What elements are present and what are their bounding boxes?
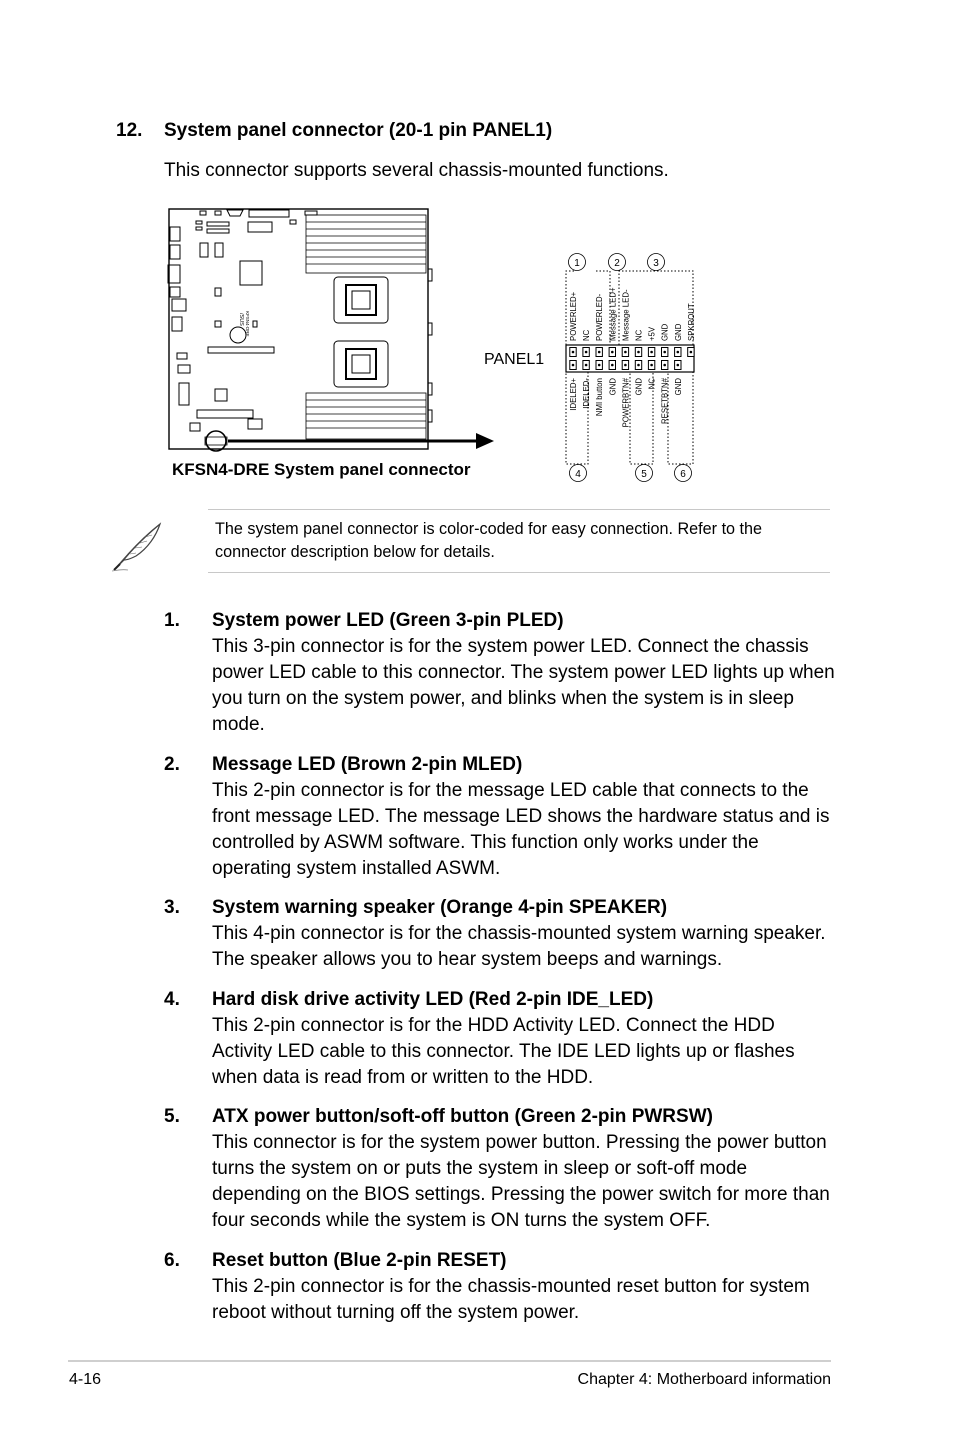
panel-label: PANEL1 [484, 351, 545, 368]
top-pin-labels [569, 287, 696, 341]
top-pin-label-7: +5V [647, 326, 657, 341]
item-description: This 2-pin connector is for the chassis-mounted reset button for system reboot without turning off the system power. [212, 1275, 810, 1323]
item-number: 1. [164, 610, 180, 631]
list-item [164, 895, 844, 973]
bottom-pin-labels [569, 377, 683, 427]
pin-top-dot-1 [572, 351, 575, 354]
pin-top-dot-3 [598, 351, 601, 354]
bottom-pin-label-6: GND [634, 378, 644, 396]
diagram-caption: KFSN4-DRE System panel connector [172, 460, 471, 479]
note-divider-top [208, 509, 830, 510]
group-number-3: 3 [653, 258, 659, 269]
pin-top-dot-9 [677, 351, 680, 354]
note-divider-bottom [208, 572, 830, 573]
footer-divider [68, 1360, 831, 1362]
bottom-pin-label-3: NMI button [595, 378, 605, 417]
item-number: 6. [164, 1249, 180, 1271]
page-number: 4-16 [69, 1371, 102, 1388]
item-number: 5. [164, 1106, 180, 1127]
item-description: This 3-pin connector is for the system power LED. Connect the chassis power LED cable to this connector. The system power LED lights up when you turn on the system power, and blinks when the system is in sleep mode. [212, 636, 835, 735]
connector-arrow-head [476, 433, 494, 449]
bottom-pin-label-9: GND [673, 378, 683, 396]
top-pin-label-1: POWERLED+ [569, 291, 578, 341]
note-text: The system panel connector is color-coded for easy connection. Refer to the connector description below for details. [215, 520, 763, 561]
pin-bottom-dot-4 [611, 364, 614, 367]
item-title: Hard disk drive activity LED (Red 2-pin IDE_LED) [212, 988, 654, 1010]
panel-connector-diagram [160, 205, 710, 490]
bottom-pin-label-1: IDELED+ [569, 378, 578, 411]
item-title: Reset button (Blue 2-pin RESET) [212, 1249, 507, 1271]
pin-top-dot-5 [624, 351, 627, 354]
list-item [164, 1248, 844, 1326]
list-item [164, 1104, 844, 1234]
list-item [164, 987, 844, 1091]
section-intro: This connector supports several chassis-mounted functions. [164, 160, 669, 181]
pin-top-dot-7 [650, 351, 653, 354]
top-pin-label-5: Message LED- [621, 289, 631, 341]
item-description: This 2-pin connector is for the message LED cable that connects to the front message LED. The message LED shows the hardware status and is controlled by ASWM software. This function only works under the operating system installed ASWM. [212, 779, 830, 879]
item-title: ATX power button/soft-off button (Green 2-pin PWRSW) [212, 1106, 713, 1127]
item-description: This connector is for the system power button. Pressing the power button turns the system on or puts the system in sleep or soft-off mode depending on the BIOS settings. Pressing the power switch for more than four seconds while the system is ON turns the system OFF. [212, 1132, 830, 1231]
board-brand-label: /SUS [238, 313, 244, 326]
panel1-pin-header [566, 345, 694, 372]
item-number: 4. [164, 988, 180, 1010]
pin-bottom-dot-1 [572, 364, 575, 367]
group-number-4: 4 [575, 469, 581, 480]
item-title: System power LED (Green 3-pin PLED) [212, 610, 564, 631]
pin-bottom-dot-2 [585, 364, 588, 367]
group-number-5: 5 [641, 469, 647, 480]
group-number-1: 1 [574, 258, 580, 269]
pin-top-dot-8 [663, 351, 666, 354]
list-item [164, 752, 844, 882]
top-pin-label-6: NC [634, 329, 644, 341]
section-title: System panel connector (20-1 pin PANEL1) [164, 120, 553, 141]
group-number-2: 2 [614, 258, 620, 269]
item-number: 2. [164, 753, 180, 775]
motherboard-layout [168, 209, 432, 451]
pin-bottom-dot-7 [650, 364, 653, 367]
list-item [164, 608, 844, 738]
bottom-pin-label-4: GND [608, 378, 618, 396]
connector-function-list [164, 608, 844, 1339]
top-pin-label-9: GND [673, 323, 683, 341]
top-pin-label-2: NC [582, 329, 592, 341]
feather-pen-icon [112, 520, 166, 572]
item-number: 3. [164, 897, 180, 918]
bottom-pin-label-8: RESETBTN# [660, 378, 670, 424]
pin-top-dot-10 [690, 351, 693, 354]
section-heading [116, 120, 552, 142]
pin-bottom-dot-9 [677, 364, 680, 367]
pin-top-dot-4 [611, 351, 614, 354]
item-description: This 2-pin connector is for the HDD Activity LED. Connect the HDD Activity LED cable to this connector. The IDE LED lights up or flashes when data is read from or written to the HDD. [212, 1014, 795, 1088]
item-description: This 4-pin connector is for the chassis-mounted system warning speaker. The speaker allows you to hear system beeps and warnings. [212, 923, 826, 970]
bottom-pin-label-7: NC [647, 378, 657, 390]
top-pin-label-3: POWERLED- [595, 293, 605, 341]
section-number: 12. [116, 120, 143, 141]
top-pin-label-4: Message LED+ [608, 287, 618, 341]
bottom-pin-label-2: IDELED- [582, 378, 592, 409]
pin-top-dot-2 [585, 351, 588, 354]
bottom-pin-label-5: POWERBTN# [621, 378, 631, 428]
board-model-label: KFSN4-DRE [245, 311, 250, 337]
pin-bottom-dot-8 [663, 364, 666, 367]
top-pin-label-10: SPKROUT [686, 303, 696, 341]
item-title: Message LED (Brown 2-pin MLED) [212, 753, 523, 775]
item-title: System warning speaker (Orange 4-pin SPEAKER) [212, 897, 668, 918]
group-number-6: 6 [680, 469, 686, 480]
top-pin-label-8: GND [660, 323, 670, 341]
pin-bottom-dot-6 [637, 364, 640, 367]
chapter-title: Chapter 4: Motherboard information [577, 1371, 831, 1388]
pin-top-dot-6 [637, 351, 640, 354]
pin-bottom-dot-3 [598, 364, 601, 367]
pin-bottom-dot-5 [624, 364, 627, 367]
